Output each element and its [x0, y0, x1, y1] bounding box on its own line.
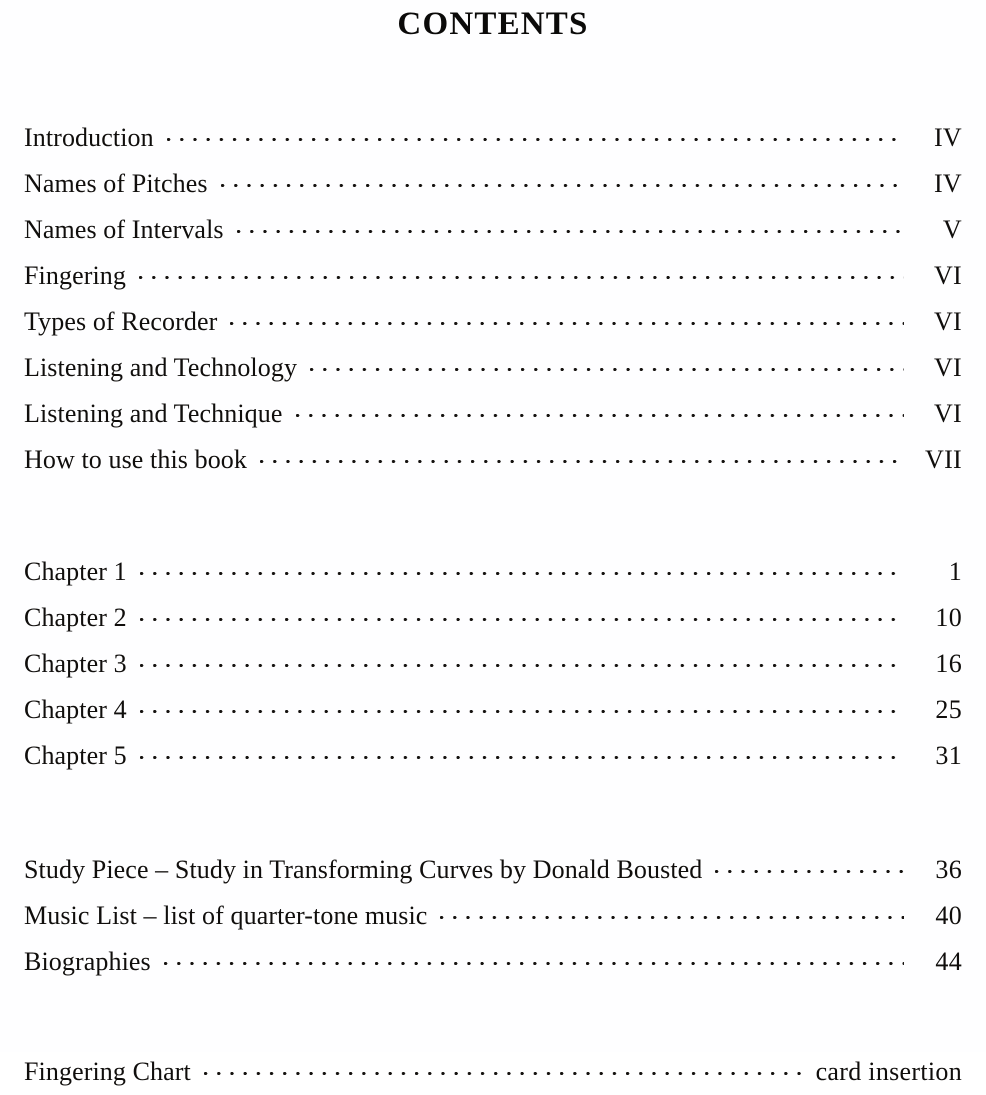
toc-entry-page-number: 10	[935, 603, 962, 632]
toc-entry-label: Names of Pitches	[24, 169, 208, 198]
toc-entry[interactable]	[24, 253, 962, 299]
toc-group-back-matter	[24, 847, 962, 985]
dot-leader	[296, 396, 905, 422]
dot-leader	[260, 442, 904, 468]
dot-leader	[164, 944, 904, 970]
toc-entry-page-number: V	[942, 215, 962, 244]
toc-entry-label: Biographies	[24, 947, 151, 976]
dot-leader	[204, 1054, 804, 1080]
toc-entry[interactable]	[24, 161, 962, 207]
toc-entry-label: Chapter 1	[24, 557, 127, 586]
dot-leader	[139, 258, 904, 284]
toc-entry-page-number: 1	[948, 557, 962, 586]
toc-entry-label: Study Piece – Study in Transforming Curves by Donald Bousted	[24, 855, 703, 884]
toc-entry[interactable]	[24, 391, 962, 437]
toc-entry-page-number: VI	[933, 307, 962, 336]
toc-entry[interactable]	[24, 1049, 962, 1095]
dot-leader	[140, 600, 904, 626]
toc-entry-label: Listening and Technique	[24, 399, 283, 428]
toc-entry-label: Listening and Technology	[24, 353, 298, 382]
toc-entry-label: Fingering	[24, 261, 127, 290]
toc-entry[interactable]	[24, 299, 962, 345]
toc-entry-page-number: VI	[933, 261, 962, 290]
toc-entry-page-number: VII	[925, 445, 962, 474]
dot-leader	[140, 554, 904, 580]
toc-entry[interactable]	[24, 847, 962, 893]
toc-entry[interactable]	[24, 207, 962, 253]
toc-group-front-matter	[24, 115, 962, 483]
toc-entry[interactable]	[24, 437, 962, 483]
toc-entry-page-number: VI	[933, 399, 962, 428]
toc-entry-label: Introduction	[24, 123, 154, 152]
toc-entry[interactable]	[24, 939, 962, 985]
dot-leader	[140, 646, 904, 672]
toc-entry-label: Chapter 4	[24, 695, 127, 724]
dot-leader	[221, 166, 904, 192]
toc-group-insert	[24, 1049, 962, 1095]
toc-entry-page-number: IV	[933, 123, 962, 152]
toc-entry-page-number: VI	[933, 353, 962, 382]
toc-entry-page-number: 44	[935, 947, 962, 976]
toc-entry-page-number: IV	[933, 169, 962, 198]
toc-entry[interactable]	[24, 549, 962, 595]
page-title: CONTENTS	[397, 6, 589, 42]
toc-entry[interactable]	[24, 595, 962, 641]
dot-leader	[237, 212, 904, 238]
toc-entry-label: Names of Intervals	[24, 215, 224, 244]
toc-entry-label: Chapter 2	[24, 603, 127, 632]
dot-leader	[230, 304, 904, 330]
toc-entry-page-number: card insertion	[815, 1057, 962, 1086]
dot-leader	[167, 120, 904, 146]
toc-entry-label: Types of Recorder	[24, 307, 218, 336]
toc-entry-label: How to use this book	[24, 445, 247, 474]
toc-entry-label: Chapter 3	[24, 649, 127, 678]
dot-leader	[140, 738, 904, 764]
dot-leader	[310, 350, 904, 376]
toc-entry[interactable]	[24, 893, 962, 939]
toc-entry-page-number: 31	[935, 741, 962, 770]
toc-entry[interactable]	[24, 115, 962, 161]
toc-entry-label: Fingering Chart	[24, 1057, 191, 1086]
dot-leader	[440, 898, 904, 924]
toc-entry-label: Music List – list of quarter-tone music	[24, 901, 428, 930]
toc-entry-label: Chapter 5	[24, 741, 127, 770]
toc-entry[interactable]	[24, 733, 962, 779]
toc-entry-page-number: 40	[935, 901, 962, 930]
toc-entry[interactable]	[24, 641, 962, 687]
toc-entry[interactable]	[24, 345, 962, 391]
dot-leader	[715, 852, 904, 878]
toc-entry-page-number: 16	[935, 649, 962, 678]
toc-entry[interactable]	[24, 687, 962, 733]
dot-leader	[140, 692, 904, 718]
toc-entry-page-number: 36	[935, 855, 962, 884]
toc-group-chapters	[24, 549, 962, 779]
toc-entry-page-number: 25	[935, 695, 962, 724]
